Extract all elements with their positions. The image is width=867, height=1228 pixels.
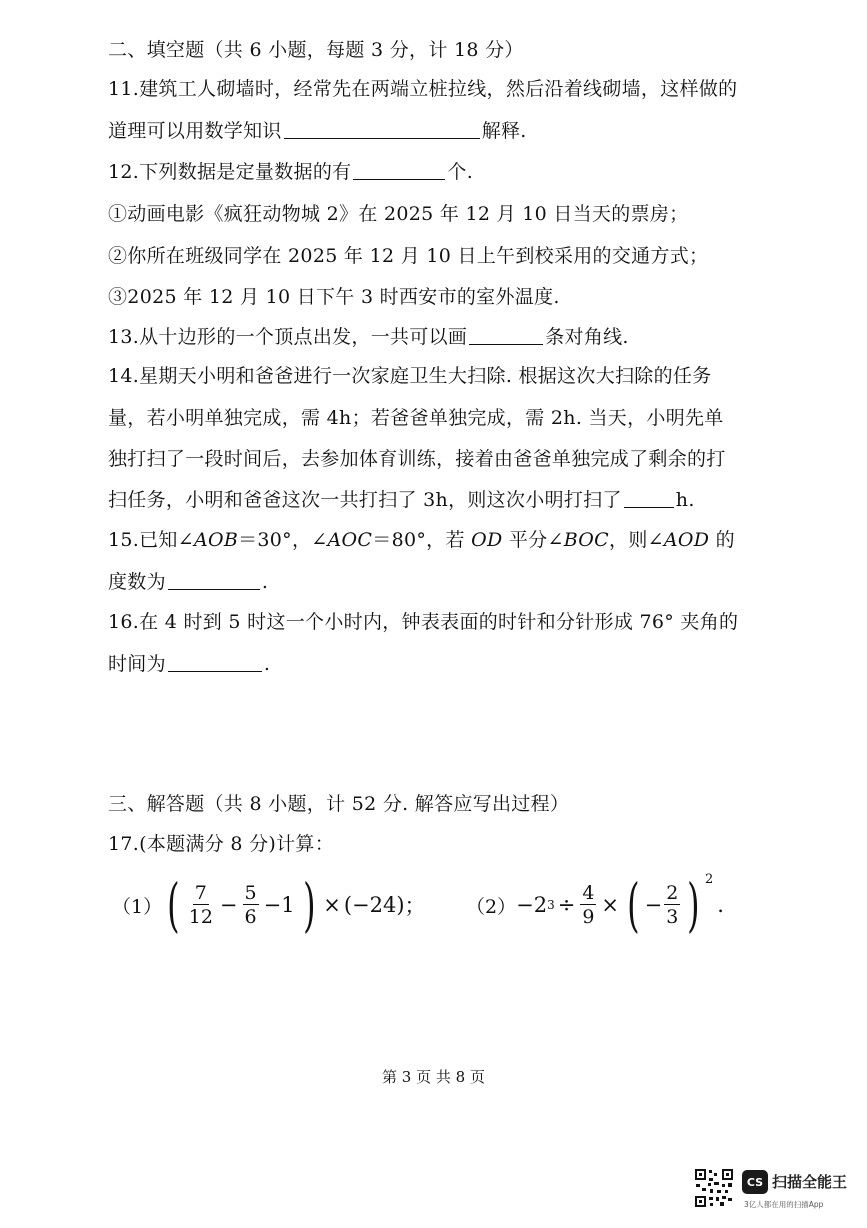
q14-line2: 量，若小明单独完成，需 4h；若爸爸单独完成，需 2h. 当天，小明先单: [108, 407, 724, 429]
q16-line2-pre: 时间为: [108, 653, 166, 675]
right-paren: ): [302, 871, 316, 939]
minus-sign: −: [219, 893, 238, 917]
q12-option2: ②你所在班级同学在 2025 年 12 月 10 日上午到校采用的交通方式；: [108, 245, 709, 267]
q15-text-4: 平分∠: [502, 529, 564, 551]
exponent-2: 2: [705, 871, 714, 887]
q15-text-2: ＝30°，∠: [238, 529, 328, 551]
q16-line2: [108, 652, 270, 676]
qr-code-icon: [694, 1168, 734, 1208]
q13-pre: 13.从十边形的一个顶点出发，一共可以画: [108, 326, 468, 348]
q15-angle-aod: AOD: [663, 529, 710, 551]
fraction-numerator: 4: [582, 881, 595, 904]
fraction-denominator: 9: [582, 905, 595, 928]
fraction-denominator: 12: [188, 905, 213, 928]
q15-text-5: ，则∠: [609, 529, 664, 551]
q16-answer-blank[interactable]: [168, 653, 262, 672]
q13: [108, 325, 629, 349]
minus-sign: −: [644, 893, 663, 917]
period: .: [717, 893, 724, 917]
q14-line4-post: h.: [675, 489, 695, 511]
q15-ray-od: OD: [471, 529, 503, 551]
camscanner-name: 扫描全能王: [772, 1173, 848, 1191]
minus-one: −1: [263, 893, 295, 917]
q15-angle-aoc: AOC: [327, 529, 373, 551]
q12-option3: ③2025 年 12 月 10 日下午 3 时西安市的室外温度.: [108, 286, 560, 308]
q17-intro: 17.(本题满分 8 分)计算：: [108, 833, 335, 855]
fraction-numerator: 7: [194, 881, 207, 904]
fraction-5-6: [243, 882, 259, 929]
q17-part2-expression: [466, 871, 724, 939]
factor-neg-24: (−24): [343, 893, 405, 917]
times-sign: ×: [323, 893, 341, 917]
exponent-3: 3: [547, 898, 555, 912]
q15-text-3: ＝80°，若: [372, 529, 472, 551]
q14-line1: 14.星期天小明和爸爸进行一次家庭卫生大扫除. 根据这次大扫除的任务: [108, 365, 712, 387]
q11-line1: 11.建筑工人砌墙时，经常先在两端立桩拉线，然后沿着线砌墙，这样做的: [108, 78, 738, 100]
q14-answer-blank[interactable]: [624, 489, 674, 508]
q11-line2-pre: 道理可以用数学知识: [108, 120, 282, 142]
page-number-footer: 第 3 页 共 8 页: [382, 1068, 485, 1086]
fraction-4-9: [580, 882, 596, 929]
q11-answer-blank[interactable]: [284, 120, 480, 139]
q13-answer-blank[interactable]: [469, 326, 543, 345]
q15-answer-blank[interactable]: [168, 571, 260, 590]
semicolon: ；: [404, 894, 426, 918]
q12-answer-blank[interactable]: [353, 161, 445, 180]
left-paren: (: [627, 871, 640, 939]
q11-line2: [108, 119, 527, 143]
q15-line2: [108, 570, 268, 594]
q12-stem: [108, 160, 473, 184]
q17-part1-expression: [112, 871, 426, 939]
divide-sign: ÷: [557, 893, 576, 917]
fraction-numerator: 5: [244, 881, 257, 904]
fraction-denominator: 3: [666, 905, 679, 928]
q16-line1: 16.在 4 时到 5 时这一个小时内，钟表表面的时针和分针形成 76° 夹角的: [108, 611, 739, 633]
q17-part2-label: （2）: [466, 895, 517, 918]
neg-two: −2: [516, 893, 548, 917]
section3-title: 三、解答题（共 8 小题，计 52 分. 解答应写出过程）: [108, 793, 570, 815]
q15-line2-post: .: [261, 571, 269, 593]
q15-angle-boc: BOC: [563, 529, 610, 551]
fraction-7-12: [187, 882, 215, 929]
right-paren: ): [687, 871, 700, 939]
left-paren: (: [167, 871, 180, 939]
fraction-denominator: 6: [244, 905, 257, 928]
q17-part1-label: （1）: [112, 895, 163, 918]
q12-option1: ①动画电影《疯狂动物城 2》在 2025 年 12 月 10 日当天的票房；: [108, 203, 689, 225]
q12-pre: 12.下列数据是定量数据的有: [108, 161, 352, 183]
q16-line2-post: .: [263, 653, 271, 675]
q11-line2-post: 解释.: [481, 120, 527, 142]
times-sign: ×: [601, 893, 620, 917]
camscanner-logo-icon: CS: [742, 1170, 768, 1194]
q14-line4-pre: 扫任务，小明和爸爸这次一共打扫了 3h，则这次小明打扫了: [108, 489, 622, 511]
q13-post: 条对角线.: [545, 326, 629, 348]
q14-line3: 独打扫了一段时间后，去参加体育训练，接着由爸爸单独完成了剩余的打: [108, 448, 726, 470]
q15-angle-aob: AOB: [193, 529, 239, 551]
fraction-2-3: [664, 882, 680, 929]
q14-line4: [108, 488, 695, 512]
q12-post: 个.: [447, 161, 474, 183]
q15-line1: [108, 528, 735, 552]
q15-line2-pre: 度数为: [108, 571, 166, 593]
section2-title: 二、填空题（共 6 小题，每题 3 分，计 18 分）: [108, 39, 524, 61]
camscanner-tagline: 3亿人都在用的扫描App: [744, 1200, 824, 1209]
q15-text-6: 的: [709, 529, 735, 551]
q15-text-1: 15.已知∠: [108, 529, 194, 551]
fraction-numerator: 2: [666, 881, 679, 904]
